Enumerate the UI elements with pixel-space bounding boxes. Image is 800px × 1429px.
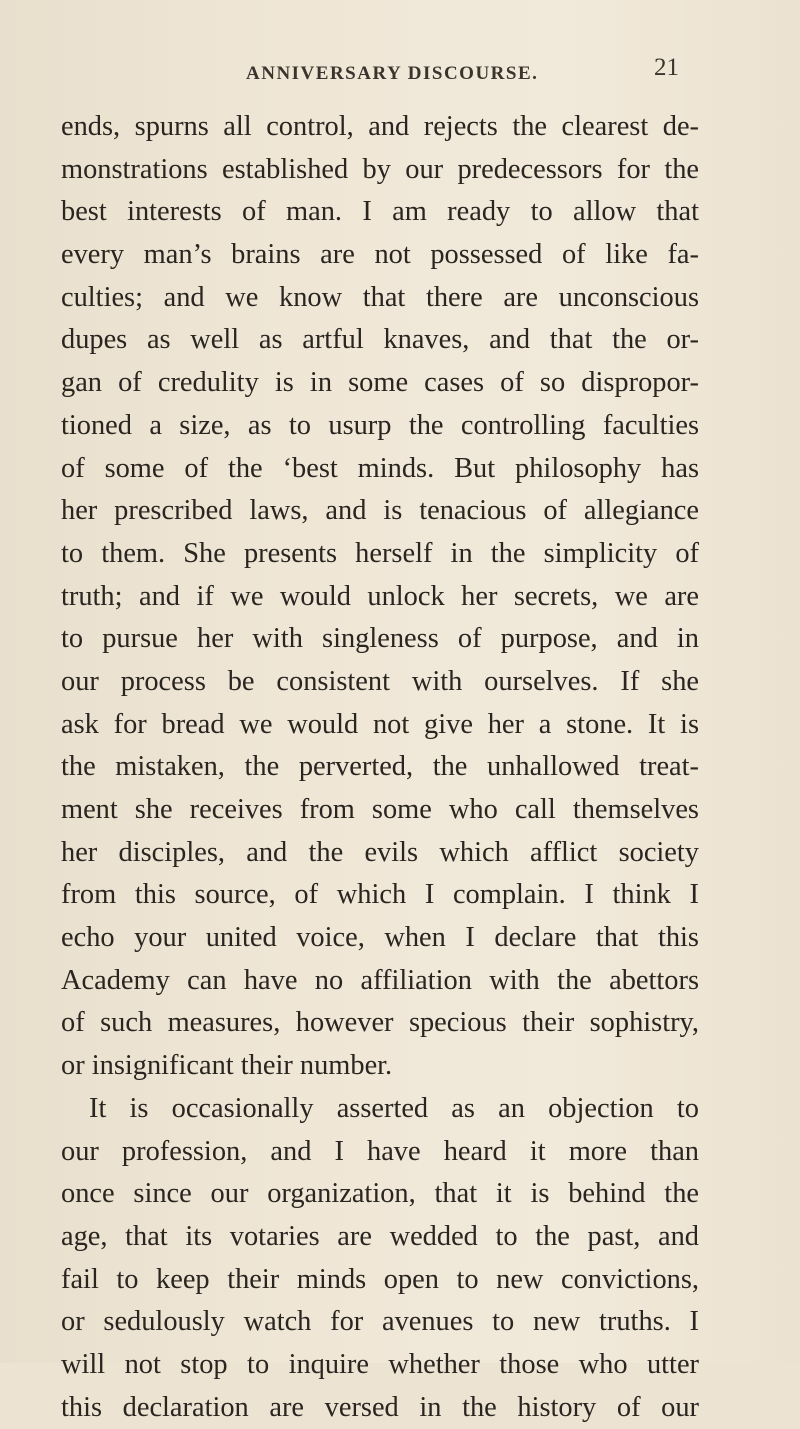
text-line: to pursue her with singleness of purpose, and in <box>61 623 699 655</box>
paragraph-end-line: or insignificant their number. <box>61 1050 393 1082</box>
text-line: her disciples, and the evils which afflict society <box>61 836 699 868</box>
text-line: monstrations established by our predecessors for the <box>61 153 699 185</box>
text-line: of some of the ‘best minds. But philosophy has <box>61 452 699 484</box>
text-line: every man’s brains are not possessed of like fa- <box>61 239 699 271</box>
text-line: ment she receives from some who call themselves <box>61 794 699 825</box>
text-line: our profession, and I have heard it more than <box>61 1135 699 1167</box>
text-line: ask for bread we would not give her a stone. It is <box>61 708 699 740</box>
text-line: once since our organization, that it is behind the <box>61 1178 699 1210</box>
text-line: this declaration are versed in the history of our <box>61 1391 699 1423</box>
text-line: best interests of man. I am ready to allow that <box>61 196 699 228</box>
text-line: dupes as well as artful knaves, and that the or- <box>61 324 699 356</box>
text-line: echo your united voice, when I declare that this <box>61 922 699 954</box>
text-line: our process be consistent with ourselves. If she <box>61 665 699 697</box>
text-line: tioned a size, as to usurp the controlling faculties <box>61 409 699 441</box>
text-line: her prescribed laws, and is tenacious of allegiance <box>61 495 699 527</box>
text-line: will not stop to inquire whether those who utter <box>61 1348 699 1380</box>
text-line: gan of credulity is in some cases of so dispropor- <box>61 367 699 399</box>
running-head: ANNIVERSARY DISCOURSE. <box>246 63 539 84</box>
text-line: age, that its votaries are wedded to the past, and <box>61 1220 699 1252</box>
text-line: truth; and if we would unlock her secrets, we are <box>61 580 699 612</box>
text-line: culties; and we know that there are unconscious <box>61 281 699 313</box>
text-line: of such measures, however specious their sophistry, <box>61 1007 699 1039</box>
text-line: fail to keep their minds open to new convictions, <box>61 1263 699 1295</box>
paragraph-start-line: It is occasionally asserted as an objection to <box>89 1092 699 1124</box>
text-line: Academy can have no affiliation with the abettors <box>61 964 699 996</box>
text-line: or sedulously watch for avenues to new truths. I <box>61 1306 699 1338</box>
text-line: from this source, of which I complain. I think I <box>61 879 699 911</box>
page-number: 21 <box>654 54 679 81</box>
text-line: the mistaken, the perverted, the unhallowed treat- <box>61 751 699 783</box>
text-line: to them. She presents herself in the simplicity of <box>61 537 699 569</box>
text-line: ends, spurns all control, and rejects the clearest de- <box>61 111 699 142</box>
body-text <box>61 106 699 1429</box>
